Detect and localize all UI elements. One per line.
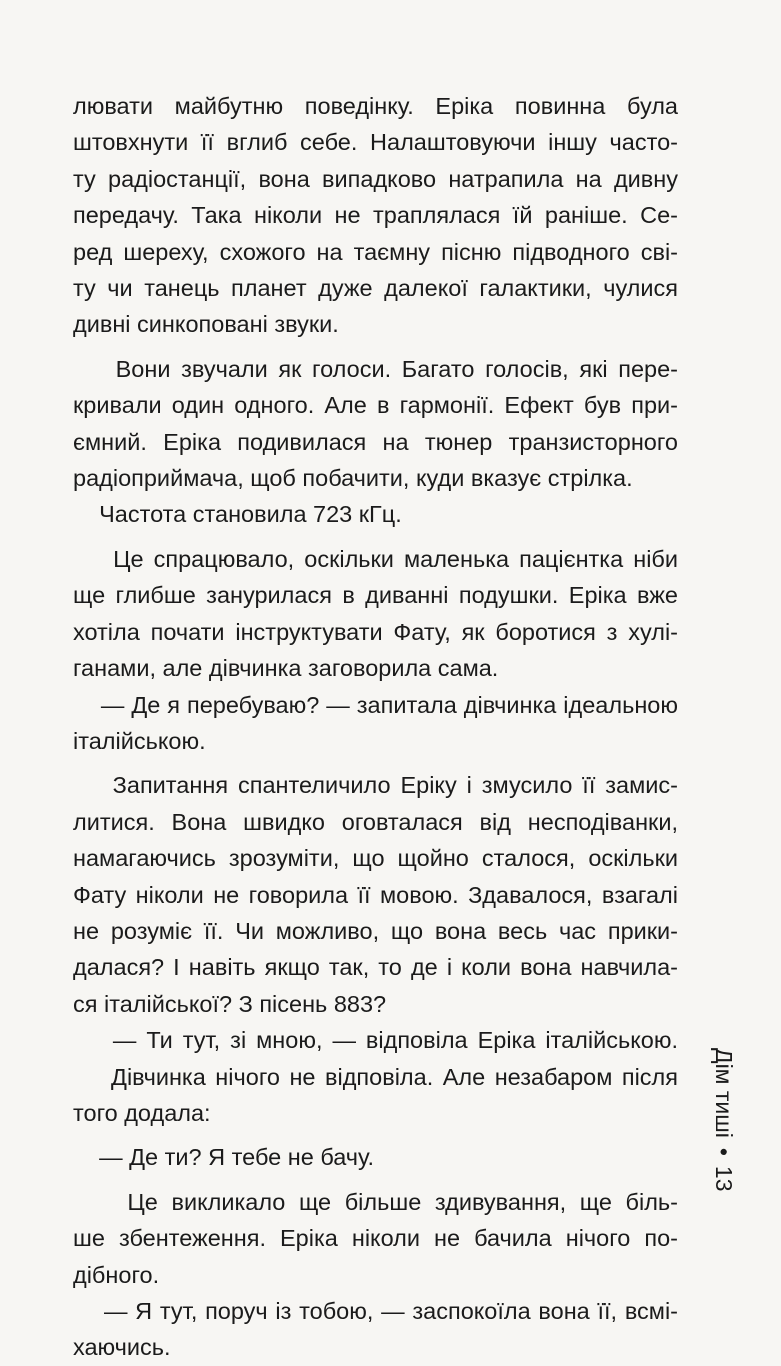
text-line: італійською.	[73, 727, 206, 754]
text-line: дивні синкоповані звуки.	[73, 311, 339, 338]
text-line: ємний. Еріка подивилася на тюнер транзисторного	[73, 428, 678, 455]
text-line: не розуміє її. Чи можливо, що вона весь час прики-	[73, 917, 678, 944]
text-line: ред шереху, схожого на таємну пісню підводного сві-	[73, 238, 678, 265]
text-line: ся італійської? З пісень 883?	[73, 990, 387, 1017]
bullet-separator: •	[711, 1147, 737, 1156]
text-line: передачу. Така ніколи не траплялася їй раніше. Се-	[73, 202, 678, 229]
paragraph-7	[73, 1022, 678, 1058]
page-number: 13	[711, 1165, 737, 1192]
paragraph-3	[73, 496, 678, 532]
text-line: намагаючись зрозуміти, що щойно сталося, оскільки	[73, 845, 678, 872]
page-body	[73, 88, 678, 1366]
paragraph-6	[73, 767, 678, 1022]
text-line: Фату ніколи не говорила її мовою. Здавалося, взагалі	[73, 881, 678, 908]
paragraph-10	[73, 1184, 678, 1293]
text-line: литися. Вона швидко оговталася від несподіванки,	[73, 808, 678, 835]
text-line: лювати майбутню поведінку. Еріка повинна була	[73, 93, 678, 119]
text-line: — Де я перебуваю? — запитала дівчинка ідеальною	[73, 691, 678, 718]
text-line: Запитання спантеличило Еріку і змусило її замис-	[73, 772, 678, 799]
paragraph-2	[73, 351, 678, 497]
paragraph-9	[73, 1139, 678, 1175]
book-title: Дім тиші	[711, 1048, 737, 1138]
text-line: дібного.	[73, 1261, 160, 1288]
text-line: — Я тут, поруч із тобою, — заспокоїла вона її, всмі-	[73, 1298, 678, 1324]
text-line: ту чи танець планет дуже далекої галактики, чулися	[73, 275, 678, 302]
text-line: ганами, але дівчинка заговорила сама.	[73, 655, 499, 682]
text-line: далася? І навіть якщо так, то де і коли вона навчила-	[73, 954, 678, 981]
running-head	[690, 1048, 750, 1228]
text-line: — Де ти? Я тебе не бачу.	[73, 1144, 374, 1171]
paragraph-8	[73, 1059, 678, 1132]
text-line: кривали один одного. Але в гармонії. Ефект був при-	[73, 392, 678, 419]
text-line: Це викликало ще більше здивування, ще біль-	[73, 1188, 678, 1215]
text-line: ще глибше занурилася в диванні подушки. Еріка вже	[73, 582, 678, 609]
text-line: штовхнути її вглиб себе. Налаштовуючи іншу часто-	[73, 129, 678, 156]
running-head-text	[704, 1048, 744, 1192]
text-line: Вони звучали як голоси. Багато голосів, які пере-	[73, 355, 678, 382]
text-line: Частота становила 723 кГц.	[73, 501, 402, 528]
text-line: — Ти тут, зі мною, — відповіла Еріка італійською.	[73, 1027, 678, 1054]
paragraph-11	[73, 1293, 678, 1366]
text-line: хаючись.	[73, 1334, 171, 1361]
text-line: того додала:	[73, 1099, 211, 1126]
text-line: ту радіостанції, вона випадково натрапила на дивну	[73, 165, 678, 192]
paragraph-1	[73, 88, 678, 343]
text-line: хотіла почати інструктувати Фату, як боротися з хулі-	[73, 618, 678, 645]
text-line: Це спрацювало, оскільки маленька пацієнтка ніби	[73, 545, 678, 572]
text-line: радіоприймача, щоб побачити, куди вказує стрілка.	[73, 465, 633, 492]
text-line: Дівчинка нічого не відповіла. Але незабаром після	[73, 1063, 678, 1090]
paragraph-5	[73, 687, 678, 760]
text-line: ше збентеження. Еріка ніколи не бачила нічого по-	[73, 1225, 678, 1252]
paragraph-4	[73, 541, 678, 687]
